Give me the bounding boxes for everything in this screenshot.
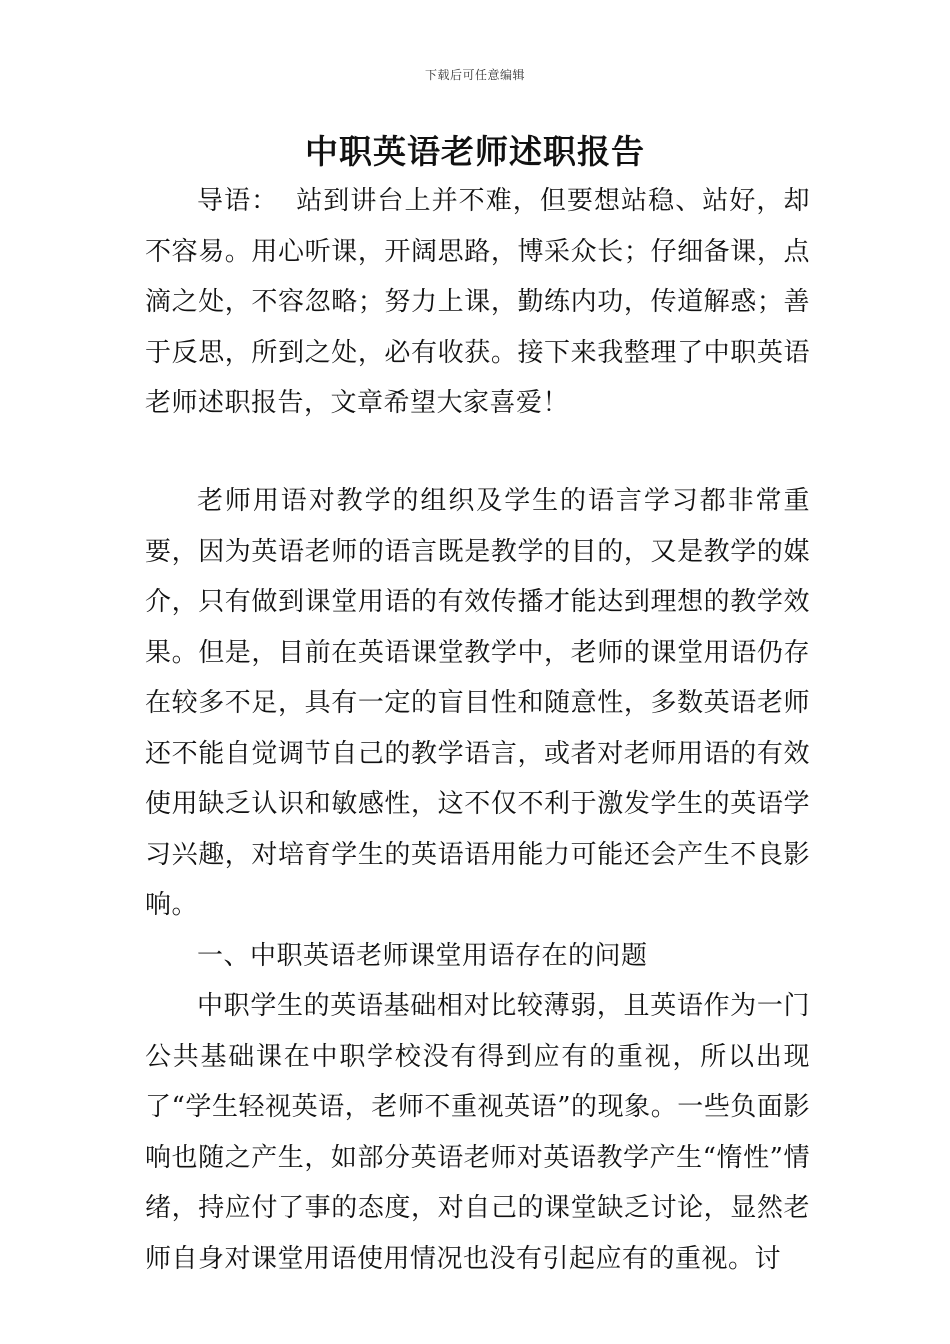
header-note: 下载后可任意编辑 [424,68,525,82]
intro-label: 导语： [197,186,279,216]
section-heading-1: 一、中职英语老师课堂用语存在的问题 [197,940,648,971]
body-paragraph-2: 中职学生的英语基础相对比较薄弱，且英语作为一门公共基础课在中职学校没有得到应有的重视，所以出现了“学生轻视英语，老师不重视英语”的现象。一些负面影响也随之产生，如部分英语老师对英语教学产生“惰性”情绪，持应付了事的态度，对自己的课堂缺乏讨论，显然老师自身对课堂用语使用情况也没有引起应有的重视。讨 [145,991,810,1274]
document-title: 中职英语老师述职报告 [305,132,645,171]
body-paragraph-1: 老师用语对教学的组织及学生的语言学习都非常重要，因为英语老师的语言既是教学的目的，又是教学的媒介，只有做到课堂用语的有效传播才能达到理想的教学效果。但是，目前在英语课堂教学中，老师的课堂用语仍存在较多不足，具有一定的盲目性和随意性，多数英语老师还不能自觉调节自己的教学语言，或者对老师用语的有效使用缺乏认识和敏感性，这不仅不利于激发学生的英语学习兴趣，对培育学生的英语语用能力可能还会产生不良影响。 [145,486,810,920]
intro-section [145,176,810,429]
intro-text: 站到讲台上并不难，但要想站稳、站好，却不容易。用心听课，开阔思路，博采众长；仔细备课，点滴之处，不容忽略；努力上课，勤练内功，传道解惑；善于反思，所到之处，必有收获。接下来我整理了中职英语老师述职报告，文章希望大家喜爱！ [145,186,810,418]
intro-paragraph [145,176,810,429]
main-body [145,476,810,1284]
